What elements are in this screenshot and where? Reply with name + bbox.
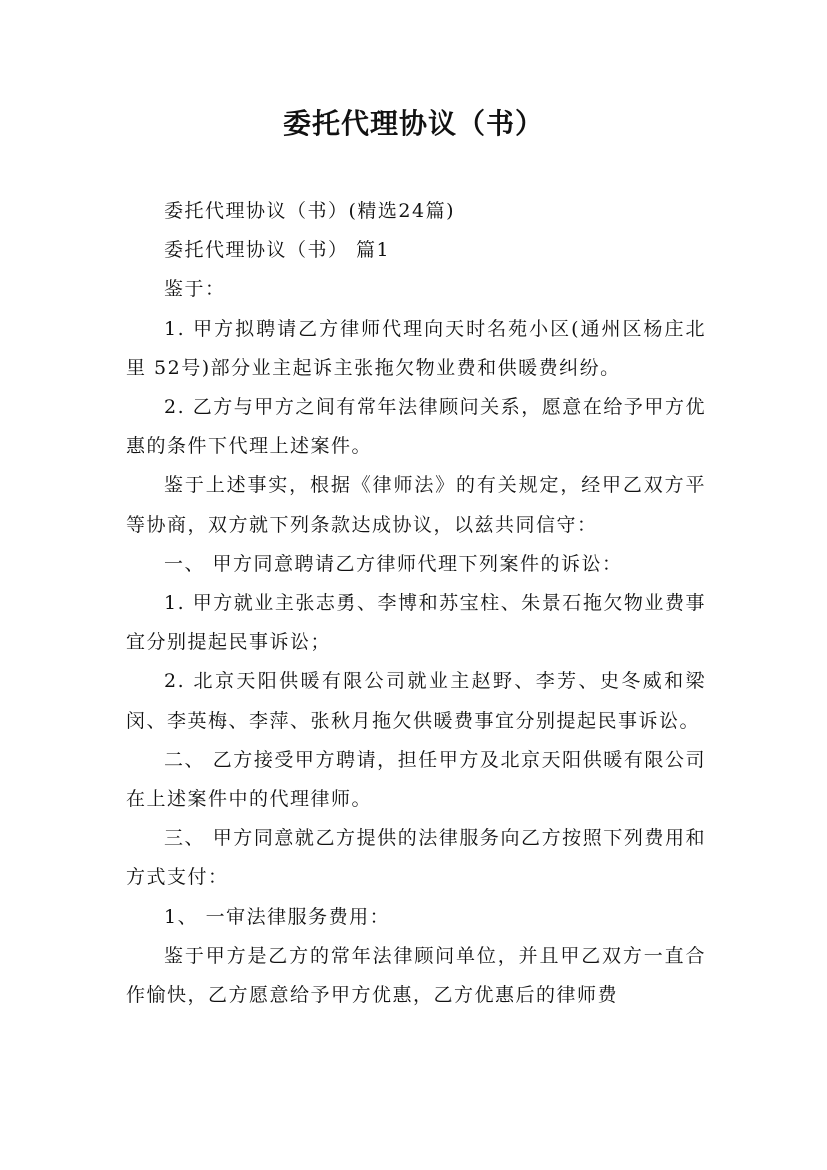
paragraph: 1. 甲方拟聘请乙方律师代理向天时名苑小区(通州区杨庄北里 52号)部分业主起诉主张拖欠物业费和供暖费纠纷。 [126,317,706,379]
document-body [126,192,706,1015]
paragraph: 1. 甲方就业主张志勇、李博和苏宝柱、朱景石拖欠物业费事宜分别提起民事诉讼； [126,592,706,654]
paragraph: 二、 乙方接受甲方聘请，担任甲方及北京天阳供暖有限公司在上述案件中的代理律师。 [126,748,706,811]
paragraph-section-heading: 委托代理协议（书） 篇1 [164,239,391,262]
paragraph: 2. 乙方与甲方之间有常年法律顾问关系，愿意在给予甲方优惠的条件下代理上述案件。 [126,396,706,458]
paragraph: 鉴于甲方是乙方的常年法律顾问单位，并且甲乙双方一直合作愉快，乙方愿意给予甲方优惠，乙方优惠后的律师费 [126,944,706,1007]
document-title: 委托代理协议（书） [282,107,544,140]
paragraph: 一、 甲方同意聘请乙方律师代理下列案件的诉讼： [164,552,623,575]
paragraph: 鉴于上述事实，根据《律师法》的有关规定，经甲乙双方平等协商，双方就下列条款达成协议，以兹共同信守： [126,474,706,536]
paragraph-whereas: 鉴于： [164,278,226,301]
paragraph: 三、 甲方同意就乙方提供的法律服务向乙方按照下列费用和方式支付： [126,827,706,889]
paragraph: 2. 北京天阳供暖有限公司就业主赵野、李芳、史冬威和梁闵、李英梅、李萍、张秋月拖欠供暖费事宜分别提起民事诉讼。 [126,670,706,732]
paragraph: 1、 一审法律服务费用： [164,905,391,928]
paragraph-subtitle: 委托代理协议（书）(精选24篇) [164,200,456,222]
